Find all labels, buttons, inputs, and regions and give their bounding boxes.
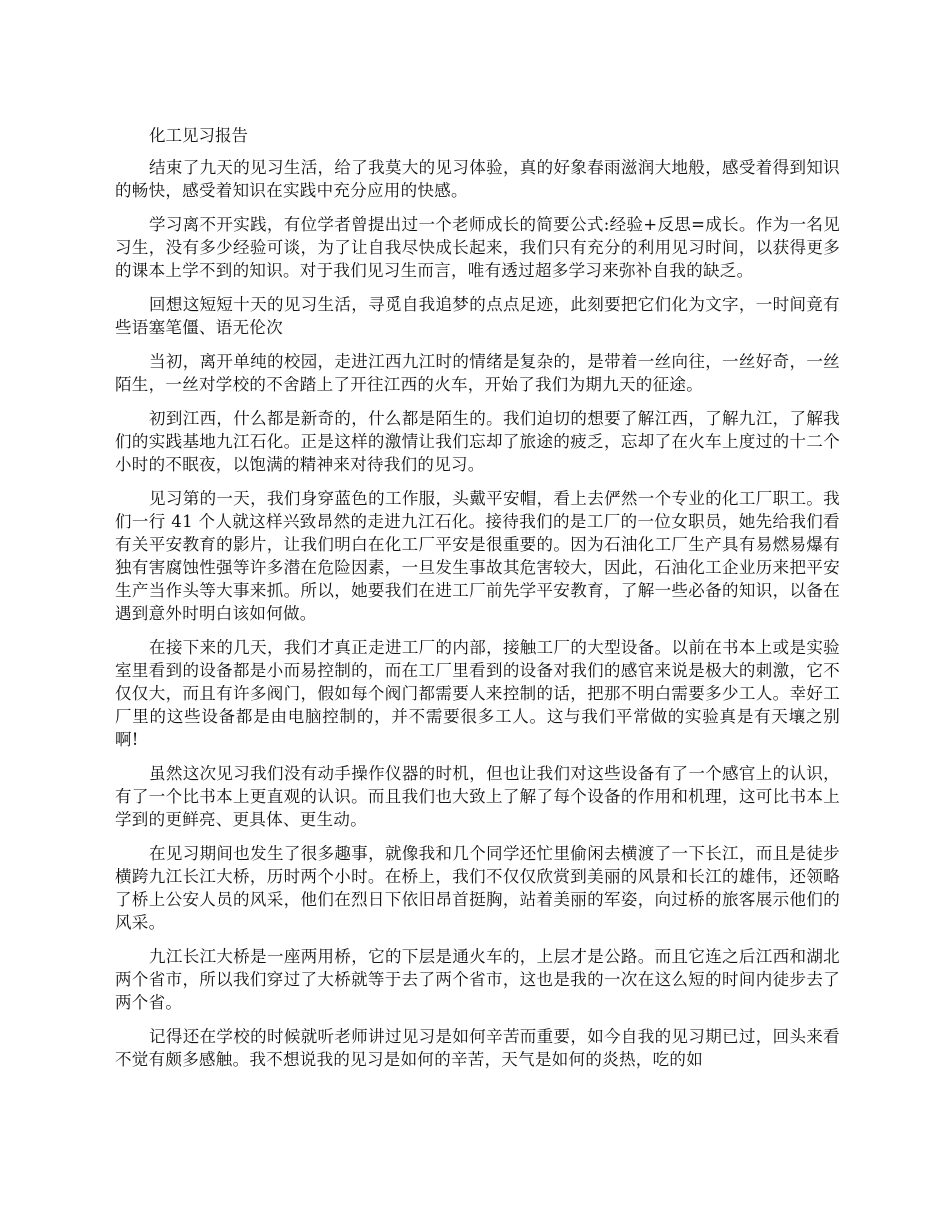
paragraph-9: 在见习期间也发生了很多趣事，就像我和几个同学还忙里偷闲去横渡了一下长江，而且是徒步横跨九江长江大桥，历时两个小时。在桥上，我们不仅仅欣赏到美丽的风景和长江的雄伟，还领略了桥上公安人员的风采，他们在烈日下依旧昂首挺胸，站着美丽的军姿，向过桥的旅客展示他们的风采。	[115, 844, 840, 932]
paragraph-8: 虽然这次见习我们没有动手操作仪器的时机，但也让我们对这些设备有了一个感官上的认识，有了一个比书本上更直观的认识。而且我们也大致上了解了每个设备的作用和机理，这可比书本上学到的更鲜亮、更具体、更生动。	[115, 764, 840, 829]
paragraph-11: 记得还在学校的时候就听老师讲过见习是如何辛苦而重要，如今自我的见习期已过，回头来看不觉有颇多感触。我不想说我的见习是如何的辛苦，天气是如何的炎热，吃的如	[115, 1027, 840, 1069]
document-title: 化工见习报告	[149, 126, 248, 145]
paragraph-7: 在接下来的几天，我们才真正走进工厂的内部，接触工厂的大型设备。以前在书本上或是实验室里看到的设备都是小而易控制的，而在工厂里看到的设备对我们的感官来说是极大的刺激，它不仅仅大，而且有许多阀门，假如每个阀门都需要人来控制的话，把那不明白需要多少工人。幸好工厂里的这些设备都是由电脑控制的，并不需要很多工人。这与我们平常做的实验真是有天壤之别啊!	[115, 638, 840, 749]
paragraph-5: 初到江西，什么都是新奇的，什么都是陌生的。我们迫切的想要了解江西，了解九江，了解我们的实践基地九江石化。正是这样的激情让我们忘却了旅途的疲乏，忘却了在火车上度过的十二个小时的不眠夜，以饱满的精神来对待我们的见习。	[115, 409, 840, 474]
document-page	[115, 124, 840, 1082]
paragraph-10: 九江长江大桥是一座两用桥，它的下层是通火车的，上层才是公路。而且它连之后江西和湖北两个省市，所以我们穿过了大桥就等于去了两个省市，这也是我的一次在这么短的时间内徒步去了两个省。	[115, 947, 840, 1012]
paragraph-4: 当初，离开单纯的校园，走进江西九江时的情绪是复杂的，是带着一丝向往，一丝好奇，一丝陌生，一丝对学校的不舍踏上了开往江西的火车，开始了我们为期九天的征途。	[115, 352, 840, 394]
paragraph-3: 回想这短短十天的见习生活，寻觅自我追梦的点点足迹，此刻要把它们化为文字，一时间竟有些语塞笔僵、语无伦次	[115, 295, 840, 337]
paragraph-6: 见习第的一天，我们身穿蓝色的工作服，头戴平安帽，看上去俨然一个专业的化工厂职工。我们一行 41 个人就这样兴致昂然的走进九江石化。接待我们的是工厂的一位女职员，她先给我们看有关平安教育的影片，让我们明白在化工厂平安是很重要的。因为石油化工厂生产具有易燃易爆有独有害腐蚀性强等许多潜在危险因素，一旦发生事故其危害较大，因此，石油化工企业历来把平安生产当作头等大事来抓。所以，她要我们在进工厂前先学平安教育，了解一些必备的知识，以备在遇到意外时明白该如何做。	[115, 489, 840, 623]
paragraph-2: 学习离不开实践，有位学者曾提出过一个老师成长的简要公式:经验+反思=成长。作为一名见习生，没有多少经验可谈，为了让自我尽快成长起来，我们只有充分的利用见习时间，以获得更多的课本上学不到的知识。对于我们见习生而言，唯有透过超多学习来弥补自我的缺乏。	[115, 215, 840, 280]
paragraph-1: 结束了九天的见习生活，给了我莫大的见习体验，真的好象春雨滋润大地般，感受着得到知识的畅快，感受着知识在实践中充分应用的快感。	[115, 158, 840, 200]
